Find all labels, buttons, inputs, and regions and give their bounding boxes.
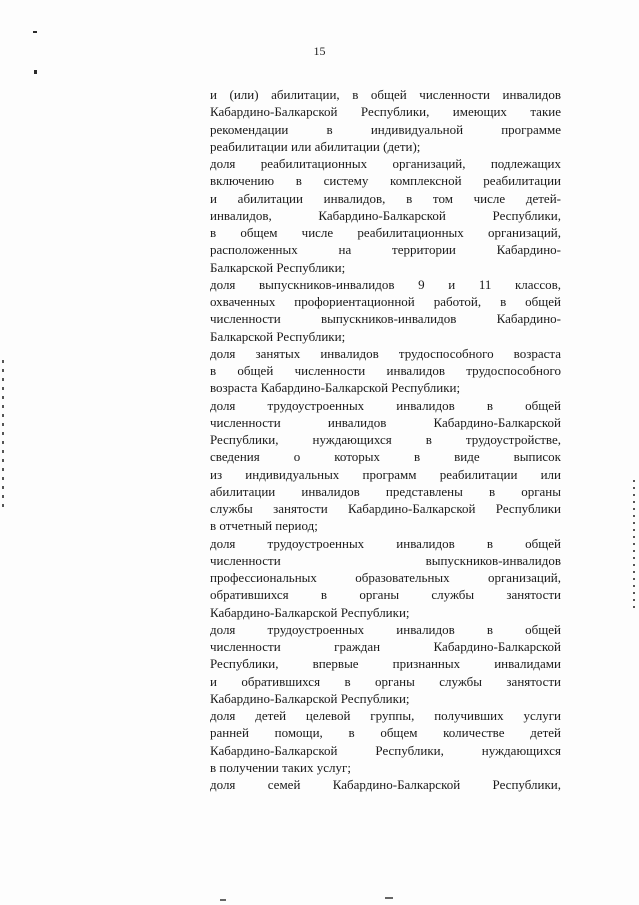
text-line: включению в систему комплексной реабилитации [210,173,561,189]
text-line: численности выпускников-инвалидов Кабардино- [210,311,561,327]
scan-mark [33,31,37,33]
text-line: сведения о которых в виде выписок [210,449,561,465]
text-line: Кабардино-Балкарской Республики, нуждающихся [210,742,561,758]
text-line: доля выпускников-инвалидов 9 и 11 классов, [210,276,561,292]
text-line: службы занятости Кабардино-Балкарской Республики [210,501,561,516]
text-line: Республики, впервые признанных инвалидами [210,656,561,672]
scan-mark [220,899,226,901]
text-line: расположенных на территории Кабардино- [210,242,561,258]
scan-mark [385,897,393,899]
text-line: численности выпускников-инвалидов [210,552,561,568]
text-line: доля трудоустроенных инвалидов в общей [210,535,561,551]
text-line: реабилитации или абилитации (дети); [210,138,421,154]
text-line: из индивидуальных программ реабилитации или [210,466,561,482]
text-line: Кабардино-Балкарской Республики; [210,690,410,706]
text-line: доля детей целевой группы, получивших услуги [210,708,561,723]
text-line: рекомендации в индивидуальной программе [210,121,561,137]
text-line: в отчетный период; [210,518,318,534]
text-line: доля занятых инвалидов трудоспособного возраста [210,345,561,361]
scan-edge-artifact [633,480,635,610]
text-line: инвалидов, Кабардино-Балкарской Республики, [210,207,561,223]
text-line: доля семей Кабардино-Балкарской Республики, [210,777,561,792]
text-line: и абилитации инвалидов, в том числе детей- [210,190,561,206]
text-line: Балкарской Республики; [210,328,346,344]
text-line: в общей численности инвалидов трудоспособного [210,363,561,378]
text-line: Кабардино-Балкарской Республики, имеющих такие [210,104,561,120]
text-line: Балкарской Республики; [210,259,346,275]
text-line: и обратившихся в органы службы занятости [210,673,561,689]
scan-mark [34,70,37,74]
text-line: абилитации инвалидов представлены в органы [210,483,561,499]
text-line: в общем числе реабилитационных организаций, [210,225,561,240]
text-line: ранней помощи, в общем количестве детей [210,725,561,741]
text-line: в получении таких услуг; [210,759,351,775]
text-line: Кабардино-Балкарской Республики; [210,604,410,620]
text-line: обратившихся в органы службы занятости [210,587,561,603]
text-line: охваченных профориентационной работой, в общей [210,294,561,309]
page-number: 15 [313,44,326,58]
text-line: возраста Кабардино-Балкарской Республики; [210,380,461,396]
text-line: численности инвалидов Кабардино-Балкарской [210,414,561,430]
text-line: и (или) абилитации, в общей численности инвалидов [210,87,561,102]
text-line: доля реабилитационных организаций, подлежащих [210,156,561,171]
body-text [210,86,561,793]
text-line: Республики, нуждающихся в трудоустройстве, [210,432,561,447]
text-line: доля трудоустроенных инвалидов в общей [210,397,561,413]
text-line: численности граждан Кабардино-Балкарской [210,639,561,654]
text-line: доля трудоустроенных инвалидов в общей [210,621,561,637]
text-line: профессиональных образовательных организаций, [210,570,561,585]
scan-edge-artifact [2,360,4,510]
